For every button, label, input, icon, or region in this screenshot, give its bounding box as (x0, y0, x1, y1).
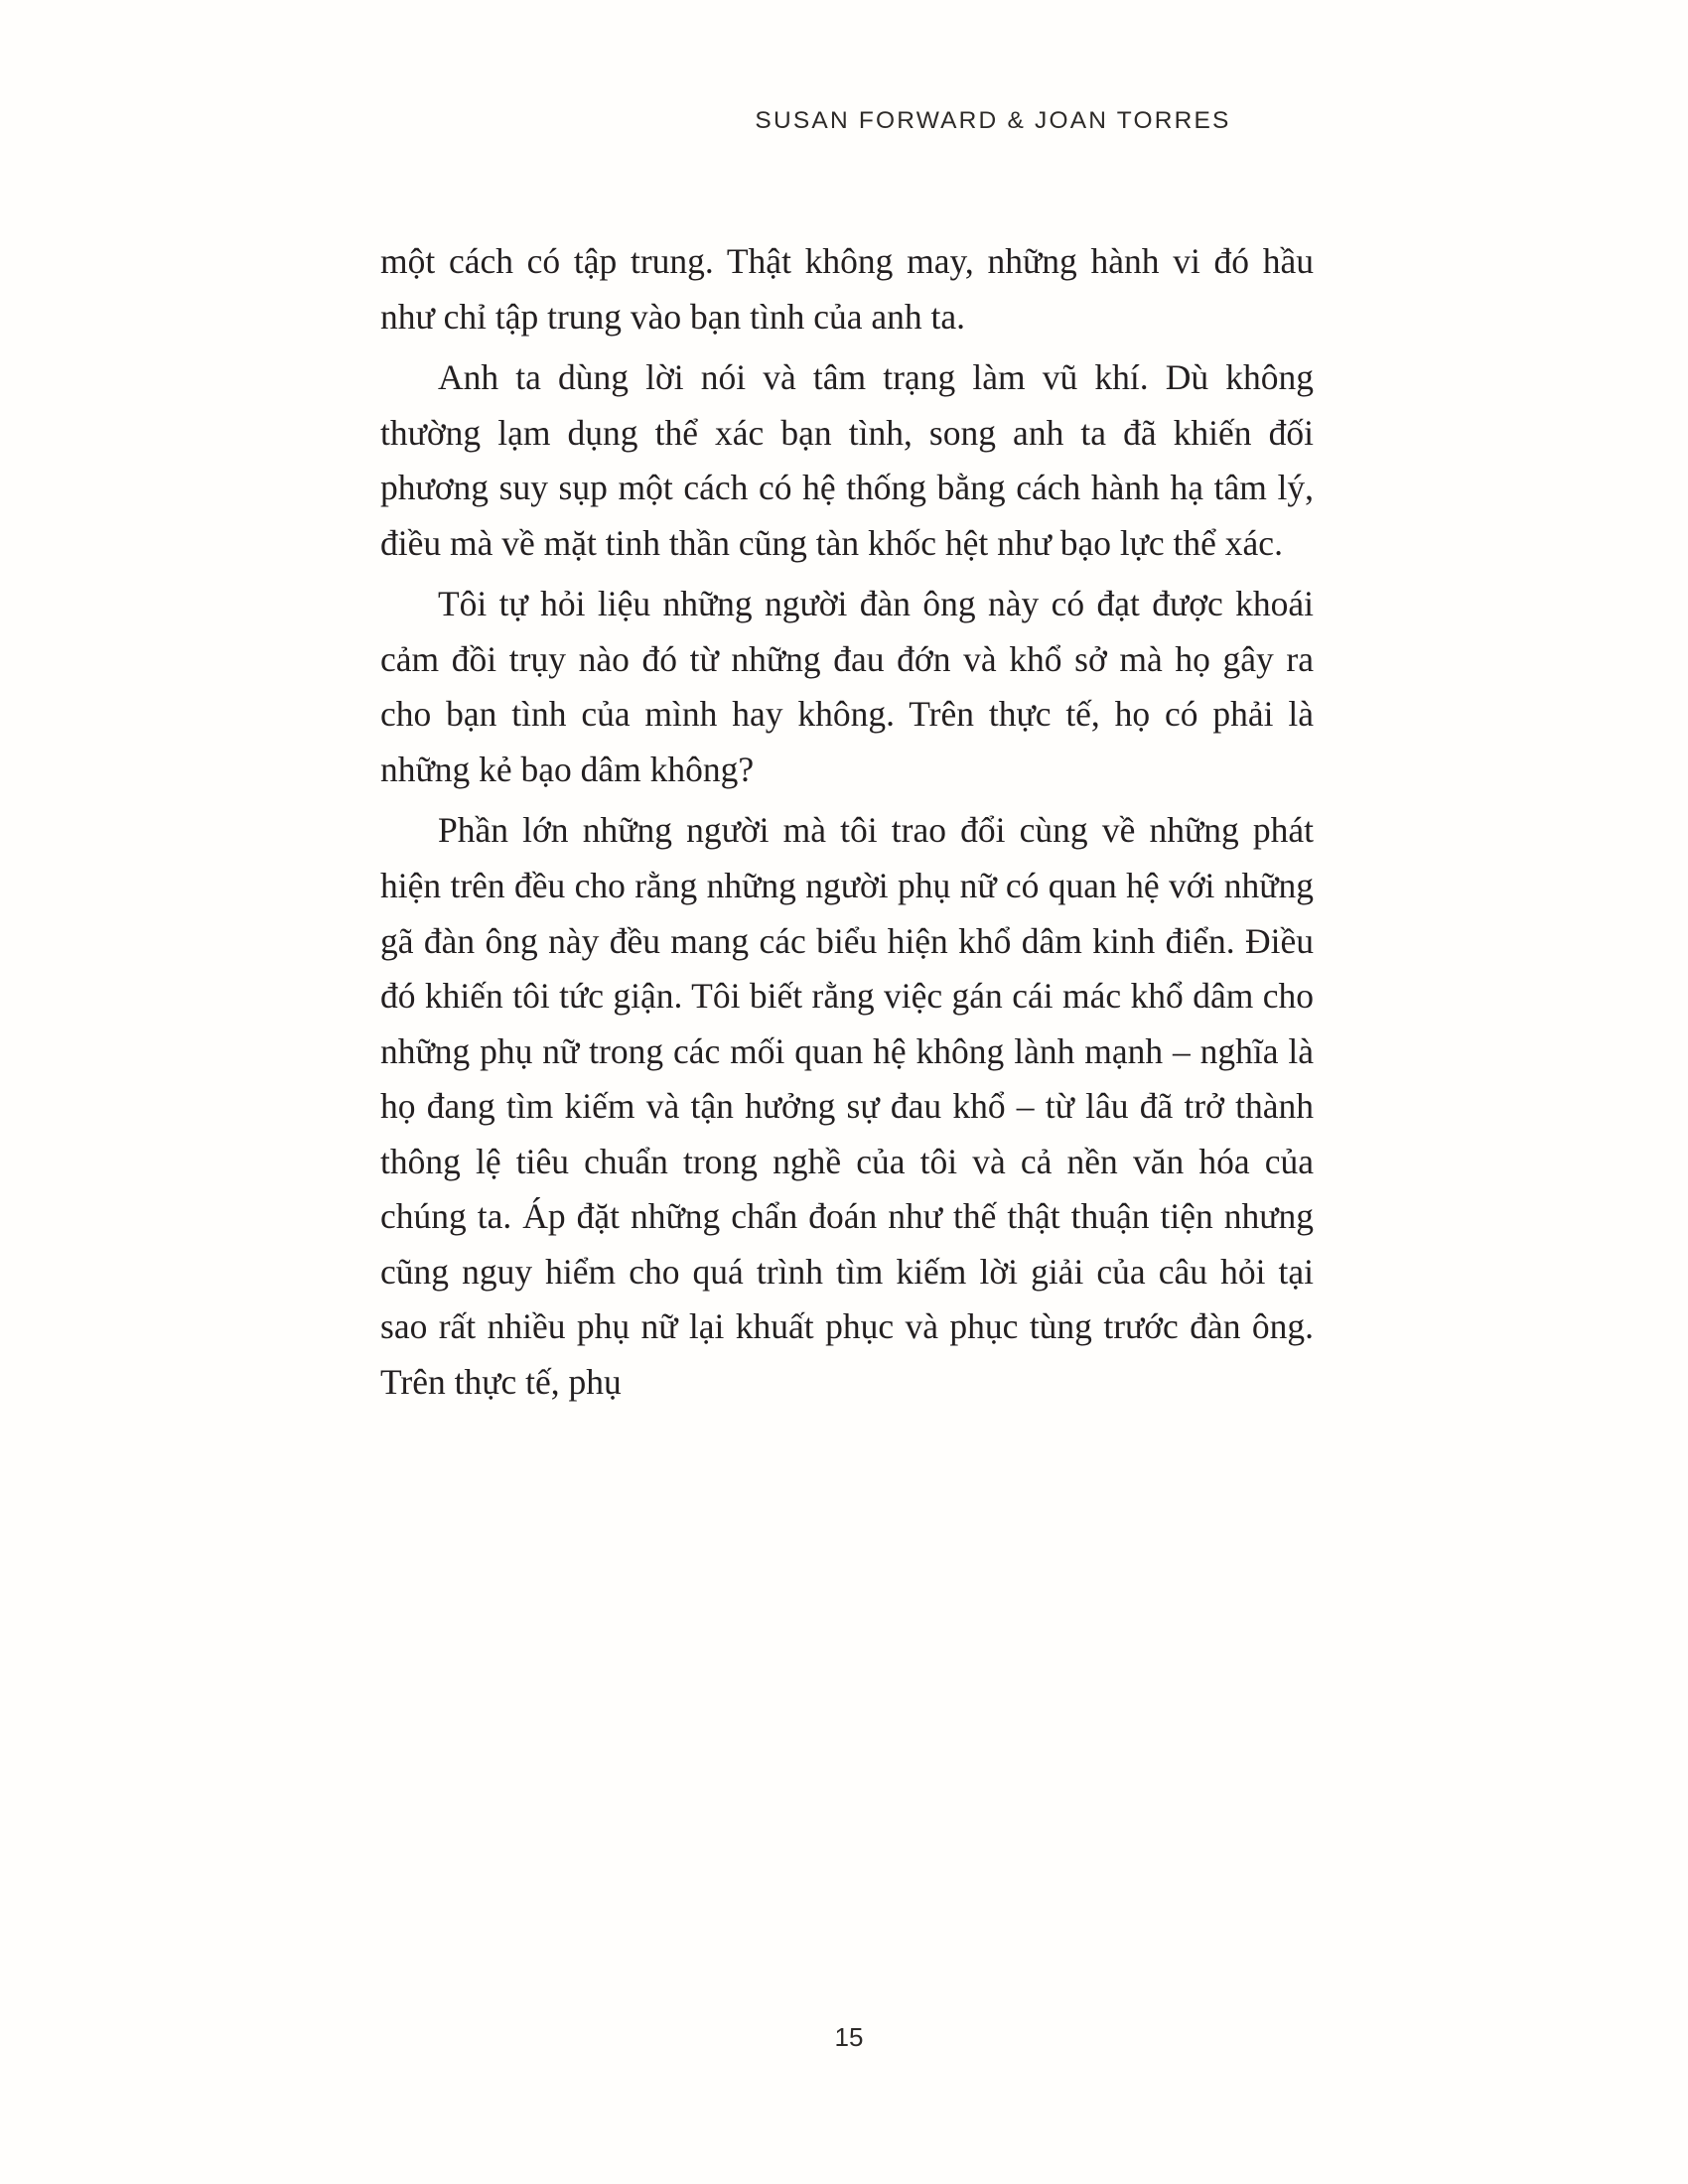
body-text-column (380, 234, 1314, 1410)
paragraph: một cách có tập trung. Thật không may, những hành vi đó hầu như chỉ tập trung vào bạn tình của anh ta. (380, 241, 1314, 337)
page-number: 15 (834, 2022, 864, 2052)
running-head: SUSAN FORWARD & JOAN TORRES (755, 107, 1231, 134)
paragraph: Anh ta dùng lời nói và tâm trạng làm vũ khí. Dù không thường lạm dụng thể xác bạn tình, song anh ta đã khiến đối phương suy sụp một cách có hệ thống bằng cách hành hạ tâm lý, điều mà về mặt tinh thần cũng tàn khốc hệt như bạo lực thể xác. (380, 357, 1314, 563)
paragraph: Phần lớn những người mà tôi trao đổi cùng về những phát hiện trên đều cho rằng những người phụ nữ có quan hệ với những gã đàn ông này đều mang các biểu hiện khổ dâm kinh điển. Điều đó khiến tôi tức giận. Tôi biết rằng việc gán cái mác khổ dâm cho những phụ nữ trong các mối quan hệ không lành mạnh – nghĩa là họ đang tìm kiếm và tận hưởng sự đau khổ – từ lâu đã trở thành thông lệ tiêu chuẩn trong nghề của tôi và cả nền văn hóa của chúng ta. Áp đặt những chẩn đoán như thế thật thuận tiện nhưng cũng nguy hiểm cho quá trình tìm kiếm lời giải của câu hỏi tại sao rất nhiều phụ nữ lại khuất phục và phục tùng trước đàn ông. Trên thực tế, phụ (380, 810, 1314, 1402)
paragraph: Tôi tự hỏi liệu những người đàn ông này có đạt được khoái cảm đồi trụy nào đó từ những đau đớn và khổ sở mà họ gây ra cho bạn tình của mình hay không. Trên thực tế, họ có phải là những kẻ bạo dâm không? (380, 584, 1314, 789)
